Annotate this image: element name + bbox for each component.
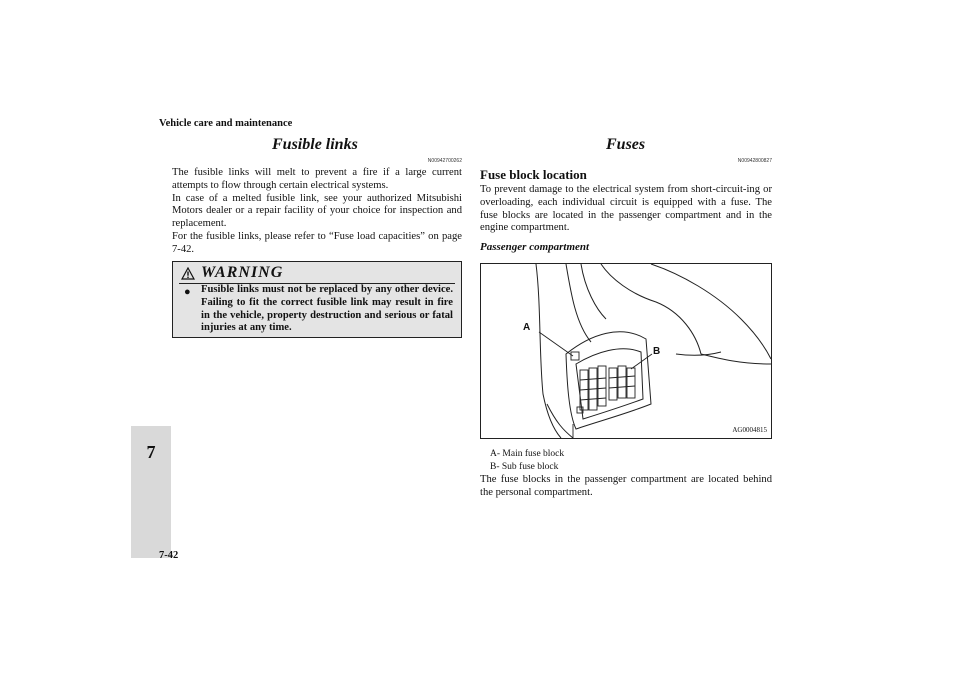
section-code: N00942800827 — [737, 158, 772, 164]
figure-captions — [490, 448, 564, 474]
fuse-block-illustration — [481, 264, 771, 438]
figure-code: AG0004815 — [732, 426, 767, 434]
paragraph: For the fusible links, please refer to “Fuse load capacities” on page 7-42. — [172, 230, 462, 255]
paragraph: The fusible links will melt to prevent a fire if a large current attempts to flow through certain electrical systems. — [172, 167, 462, 191]
bullet-icon: ● — [184, 286, 191, 298]
warning-box — [172, 261, 462, 338]
paragraph: To prevent damage to the electrical system from short-circuit-ing or overloading, each individual circuit is equipped with a fuse. The fuse blocks are located in the passenger compartment and in the engine compartment. — [480, 184, 772, 234]
paragraph: The fuse blocks in the passenger compartment are located behind the personal compartment. — [480, 474, 772, 498]
warning-text: Fusible links must not be replaced by any other device. Failing to fit the correct fusible link may result in fire in the vehicle, property destruction and serious or fatal injuries at any time. — [201, 284, 453, 334]
section-title: Fusible links — [272, 136, 358, 153]
callout-label-b: B — [653, 346, 661, 357]
subsection-title: Fuse block location — [480, 167, 587, 182]
section-title: Fuses — [606, 136, 646, 153]
callout-label-a: A — [523, 322, 531, 333]
paragraph: In case of a melted fusible link, see your authorized Mitsubishi Motors dealer or a repair facility of your choice for inspection and replacement. — [172, 192, 462, 230]
chapter-tab-number: 7 — [146, 442, 156, 462]
caption-item: A- Main fuse block — [490, 449, 565, 459]
running-header: Vehicle care and maintenance — [159, 118, 293, 129]
fuse-block-figure — [480, 263, 772, 439]
page-number: 7-42 — [159, 550, 179, 561]
section-code: N00942700262 — [427, 158, 462, 164]
warning-header — [181, 264, 283, 282]
subsection-heading: Passenger compartment — [480, 241, 590, 253]
warning-triangle-icon — [181, 267, 195, 280]
chapter-tab — [131, 426, 171, 558]
section-body — [172, 167, 462, 257]
warning-title: WARNING — [201, 264, 284, 281]
caption-item: B- Sub fuse block — [490, 462, 559, 472]
